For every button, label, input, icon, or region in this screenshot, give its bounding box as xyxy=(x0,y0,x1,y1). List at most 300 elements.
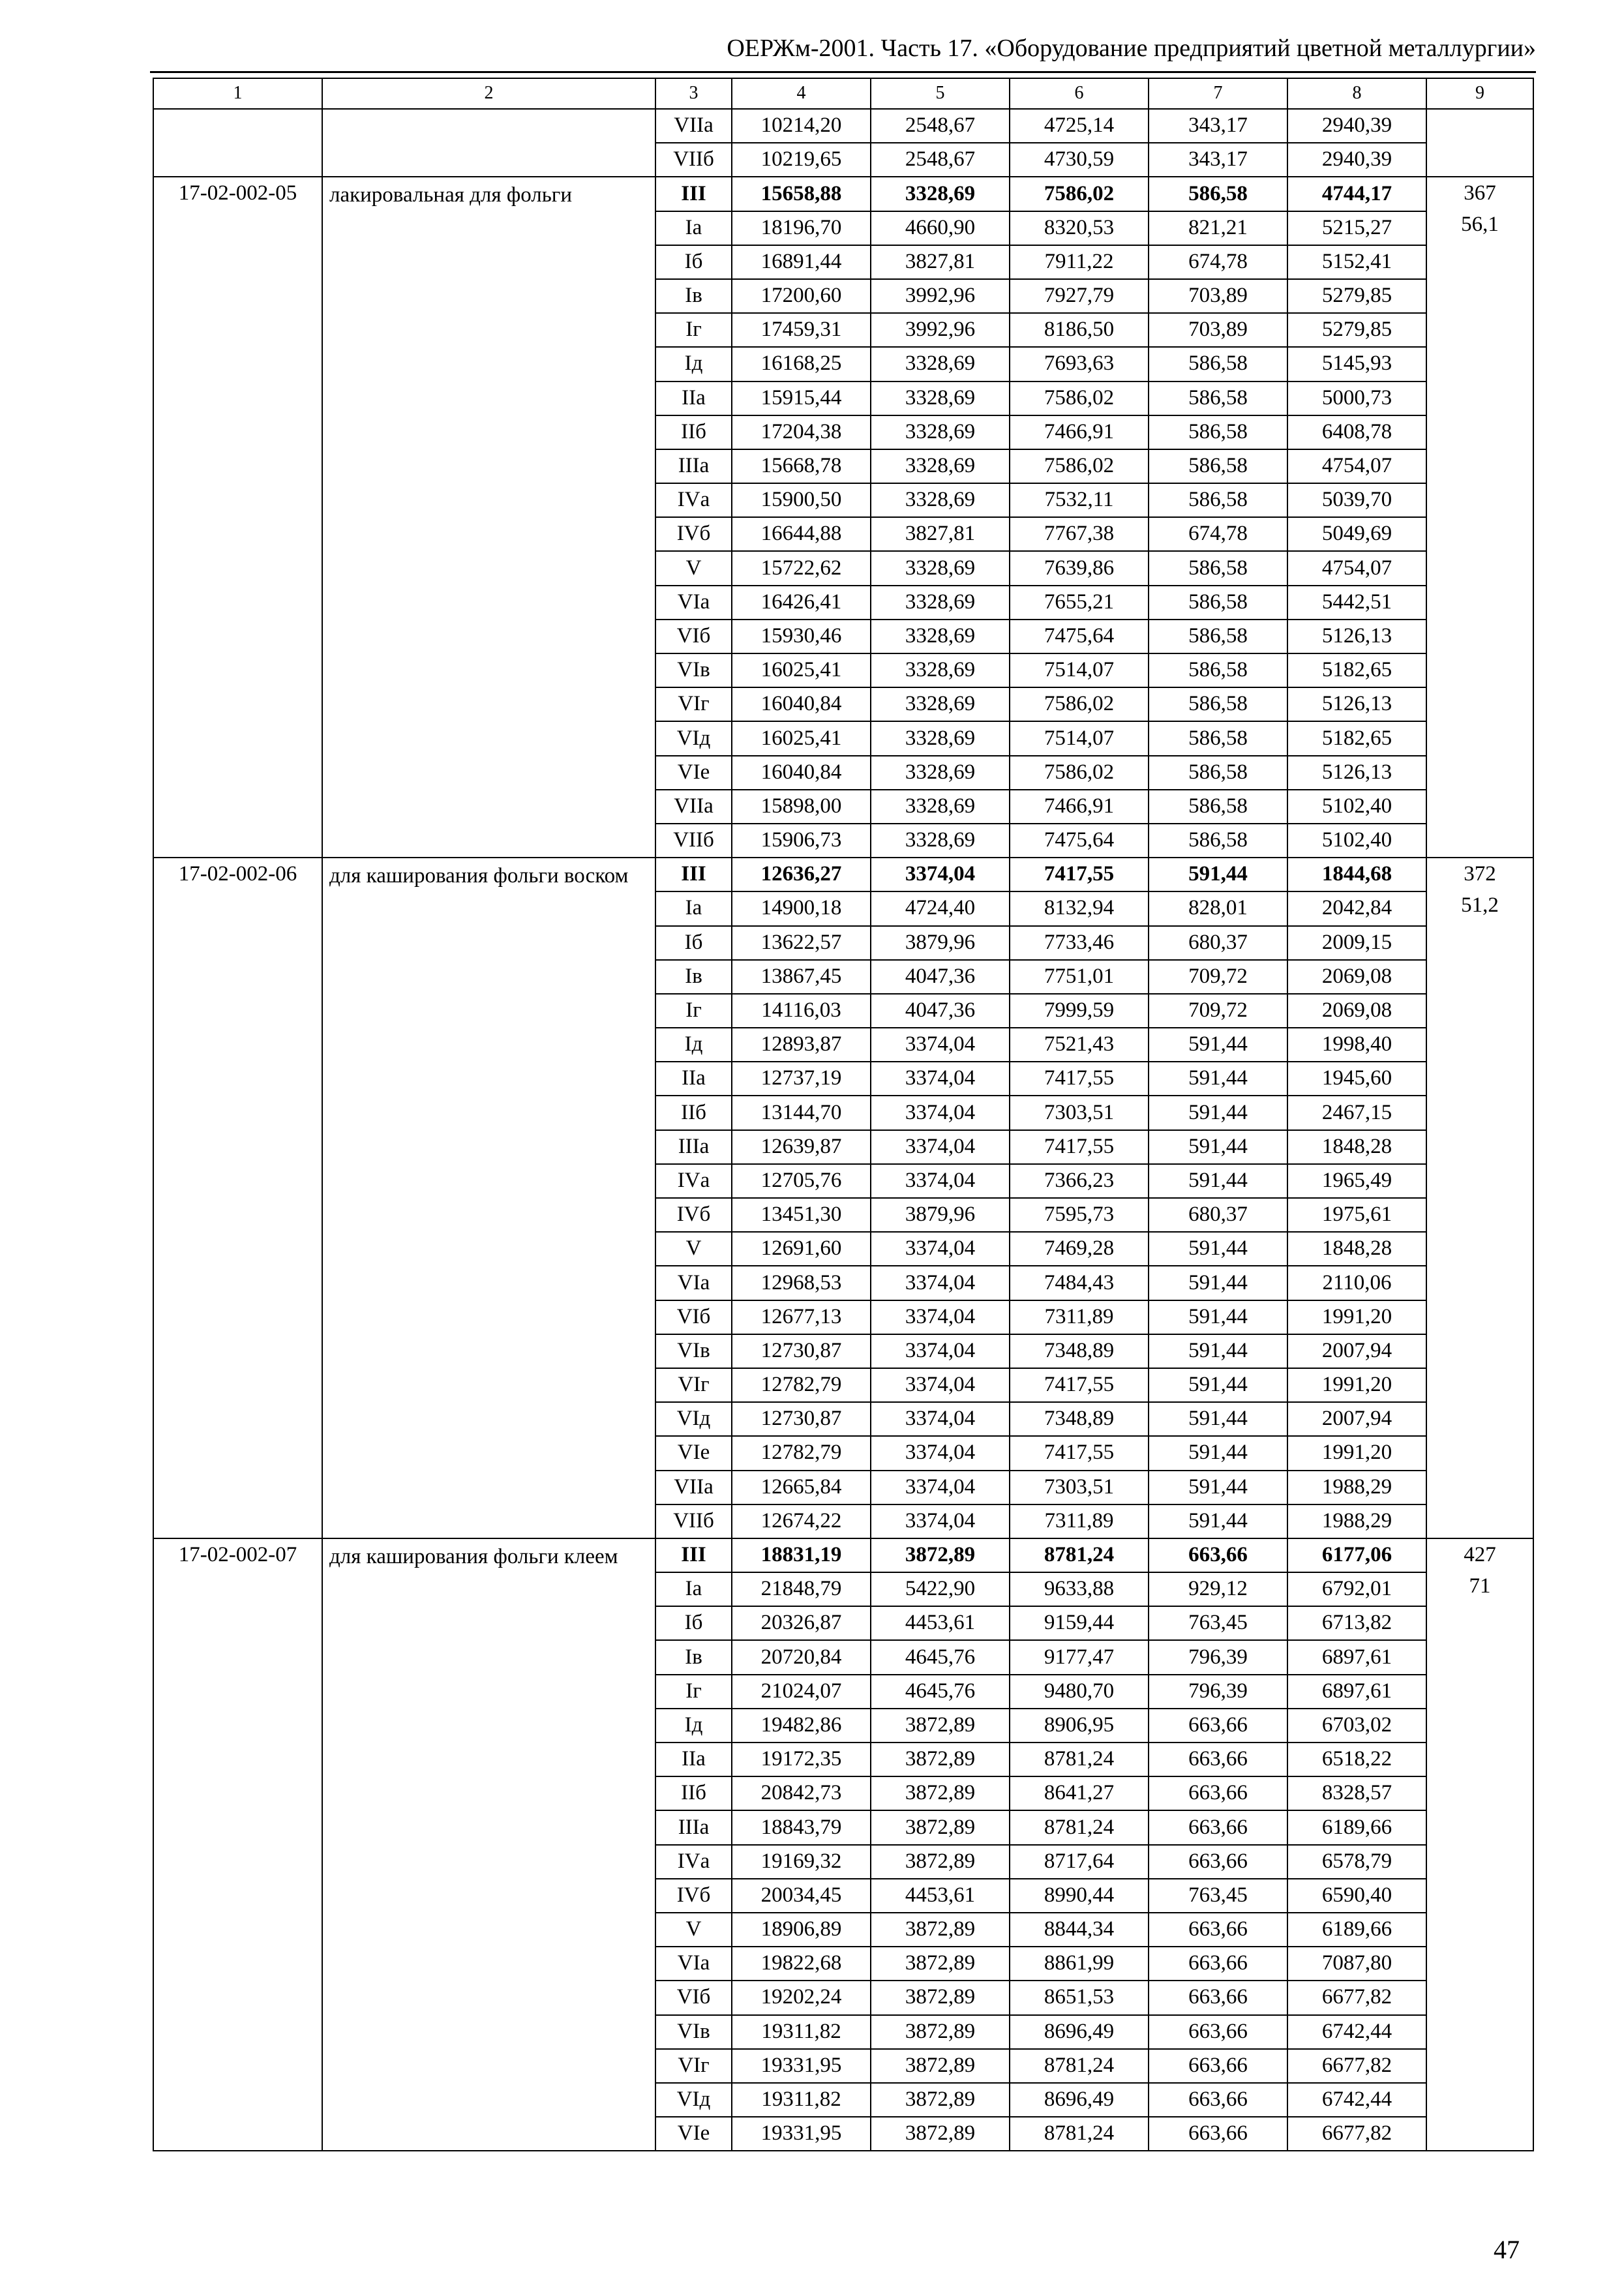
value-cell: 19169,32 xyxy=(732,1845,871,1879)
value-cell: 2467,15 xyxy=(1287,1096,1426,1130)
value-cell: 6897,61 xyxy=(1287,1640,1426,1674)
value-cell: 2069,08 xyxy=(1287,960,1426,994)
value-cell: 3827,81 xyxy=(871,245,1010,279)
value-cell: 4725,14 xyxy=(1010,109,1149,143)
value-cell: 17200,60 xyxy=(732,279,871,313)
value-cell: 674,78 xyxy=(1149,517,1287,551)
labor-cost-subvalue: 56,1 xyxy=(1461,213,1499,237)
value-cell: 19822,68 xyxy=(732,1947,871,1981)
zone-cell: IVб xyxy=(655,517,732,551)
zone-cell: VIа xyxy=(655,586,732,620)
column-number: 4 xyxy=(732,78,871,109)
zone-cell: Iд xyxy=(655,347,732,381)
zone-cell: VIб xyxy=(655,1300,732,1334)
value-cell: 15906,73 xyxy=(732,824,871,858)
value-cell: 2940,39 xyxy=(1287,143,1426,177)
value-cell: 3872,89 xyxy=(871,2083,1010,2117)
value-cell: 3328,69 xyxy=(871,483,1010,517)
value-cell: 703,89 xyxy=(1149,279,1287,313)
value-cell: 3872,89 xyxy=(871,1776,1010,1810)
value-cell: 1988,29 xyxy=(1287,1504,1426,1538)
value-cell: 5182,65 xyxy=(1287,653,1426,687)
table-row xyxy=(153,858,1533,891)
value-cell: 3374,04 xyxy=(871,1266,1010,1300)
value-cell: 591,44 xyxy=(1149,1471,1287,1504)
equipment-name xyxy=(322,109,655,177)
zone-cell: IIа xyxy=(655,1743,732,1776)
labor-cost-value: 427 xyxy=(1464,1542,1496,1566)
value-cell: 9633,88 xyxy=(1010,1572,1149,1606)
value-cell: 6713,82 xyxy=(1287,1606,1426,1640)
value-cell: 5279,85 xyxy=(1287,313,1426,347)
value-cell: 7693,63 xyxy=(1010,347,1149,381)
zone-cell: IIIа xyxy=(655,449,732,483)
value-cell: 4645,76 xyxy=(871,1640,1010,1674)
zone-cell: IIIа xyxy=(655,1130,732,1164)
value-cell: 7532,11 xyxy=(1010,483,1149,517)
value-cell: 3872,89 xyxy=(871,1981,1010,2014)
labor-cost-cell xyxy=(1426,177,1533,858)
zone-cell: Iв xyxy=(655,1640,732,1674)
value-cell: 8696,49 xyxy=(1010,2083,1149,2117)
table-row xyxy=(153,109,1533,143)
value-cell: 8717,64 xyxy=(1010,1845,1149,1879)
value-cell: 586,58 xyxy=(1149,687,1287,721)
value-cell: 13144,70 xyxy=(732,1096,871,1130)
value-cell: 5126,13 xyxy=(1287,756,1426,790)
value-cell: 663,66 xyxy=(1149,1743,1287,1776)
labor-cost-subvalue: 51,2 xyxy=(1461,893,1499,918)
zone-cell: VIг xyxy=(655,2049,732,2083)
value-cell: 3328,69 xyxy=(871,824,1010,858)
value-cell: 586,58 xyxy=(1149,824,1287,858)
value-cell: 13622,57 xyxy=(732,926,871,960)
value-cell: 3374,04 xyxy=(871,1062,1010,1096)
value-cell: 4453,61 xyxy=(871,1879,1010,1913)
value-cell: 663,66 xyxy=(1149,1776,1287,1810)
value-cell: 5215,27 xyxy=(1287,211,1426,245)
zone-cell: VIд xyxy=(655,721,732,755)
zone-cell: VIа xyxy=(655,1266,732,1300)
value-cell: 4047,36 xyxy=(871,960,1010,994)
labor-cost-cell xyxy=(1426,858,1533,1538)
value-cell: 16891,44 xyxy=(732,245,871,279)
value-cell: 7417,55 xyxy=(1010,1436,1149,1470)
value-cell: 343,17 xyxy=(1149,109,1287,143)
value-cell: 8861,99 xyxy=(1010,1947,1149,1981)
value-cell: 12968,53 xyxy=(732,1266,871,1300)
value-cell: 3374,04 xyxy=(871,1028,1010,1062)
value-cell: 1991,20 xyxy=(1287,1300,1426,1334)
value-cell: 663,66 xyxy=(1149,2083,1287,2117)
zone-cell: III xyxy=(655,1538,732,1572)
value-cell: 5000,73 xyxy=(1287,382,1426,415)
value-cell: 663,66 xyxy=(1149,1845,1287,1879)
value-cell: 12730,87 xyxy=(732,1334,871,1368)
column-number: 9 xyxy=(1426,78,1533,109)
value-cell: 3374,04 xyxy=(871,1471,1010,1504)
value-cell: 7417,55 xyxy=(1010,1062,1149,1096)
value-cell: 3872,89 xyxy=(871,1845,1010,1879)
value-cell: 796,39 xyxy=(1149,1640,1287,1674)
value-cell: 12737,19 xyxy=(732,1062,871,1096)
zone-cell: VIв xyxy=(655,2015,732,2049)
value-cell: 591,44 xyxy=(1149,1164,1287,1198)
value-cell: 16168,25 xyxy=(732,347,871,381)
column-number: 6 xyxy=(1010,78,1149,109)
value-cell: 8641,27 xyxy=(1010,1776,1149,1810)
zone-cell: IIб xyxy=(655,1776,732,1810)
value-cell: 1848,28 xyxy=(1287,1130,1426,1164)
value-cell: 591,44 xyxy=(1149,1504,1287,1538)
value-cell: 2110,06 xyxy=(1287,1266,1426,1300)
value-cell: 3374,04 xyxy=(871,1130,1010,1164)
value-cell: 6897,61 xyxy=(1287,1675,1426,1709)
zone-cell: Iб xyxy=(655,926,732,960)
zone-cell: Iа xyxy=(655,1572,732,1606)
value-cell: 7927,79 xyxy=(1010,279,1149,313)
equipment-name: лакировальная для фольги xyxy=(322,177,655,858)
value-cell: 19482,86 xyxy=(732,1709,871,1743)
value-cell: 7514,07 xyxy=(1010,653,1149,687)
zone-cell: IVа xyxy=(655,1845,732,1879)
value-cell: 8651,53 xyxy=(1010,1981,1149,2014)
value-cell: 4744,17 xyxy=(1287,177,1426,211)
value-cell: 6677,82 xyxy=(1287,2049,1426,2083)
value-cell: 2007,94 xyxy=(1287,1334,1426,1368)
value-cell: 3328,69 xyxy=(871,790,1010,824)
column-number: 3 xyxy=(655,78,732,109)
value-cell: 663,66 xyxy=(1149,1709,1287,1743)
value-cell: 4754,07 xyxy=(1287,551,1426,585)
value-cell: 20034,45 xyxy=(732,1879,871,1913)
zone-cell: V xyxy=(655,1232,732,1266)
value-cell: 3879,96 xyxy=(871,1198,1010,1232)
value-cell: 7586,02 xyxy=(1010,382,1149,415)
value-cell: 6742,44 xyxy=(1287,2083,1426,2117)
value-cell: 591,44 xyxy=(1149,1062,1287,1096)
value-cell: 21024,07 xyxy=(732,1675,871,1709)
value-cell: 5182,65 xyxy=(1287,721,1426,755)
value-cell: 5152,41 xyxy=(1287,245,1426,279)
value-cell: 7466,91 xyxy=(1010,415,1149,449)
value-cell: 16025,41 xyxy=(732,721,871,755)
labor-cost-value: 367 xyxy=(1464,181,1496,205)
value-cell: 828,01 xyxy=(1149,891,1287,925)
value-cell: 6703,02 xyxy=(1287,1709,1426,1743)
zone-cell: VIв xyxy=(655,1334,732,1368)
value-cell: 6518,22 xyxy=(1287,1743,1426,1776)
value-cell: 591,44 xyxy=(1149,1368,1287,1402)
value-cell: 3374,04 xyxy=(871,858,1010,891)
value-cell: 586,58 xyxy=(1149,382,1287,415)
value-cell: 19331,95 xyxy=(732,2049,871,2083)
value-cell: 19311,82 xyxy=(732,2083,871,2117)
value-cell: 2940,39 xyxy=(1287,109,1426,143)
value-cell: 7475,64 xyxy=(1010,824,1149,858)
value-cell: 3992,96 xyxy=(871,313,1010,347)
value-cell: 6408,78 xyxy=(1287,415,1426,449)
zone-cell: Iг xyxy=(655,994,732,1028)
value-cell: 7475,64 xyxy=(1010,620,1149,653)
value-cell: 7586,02 xyxy=(1010,756,1149,790)
value-cell: 7484,43 xyxy=(1010,1266,1149,1300)
value-cell: 3827,81 xyxy=(871,517,1010,551)
zone-cell: IIIа xyxy=(655,1810,732,1844)
value-cell: 12639,87 xyxy=(732,1130,871,1164)
value-cell: 15668,78 xyxy=(732,449,871,483)
value-cell: 8328,57 xyxy=(1287,1776,1426,1810)
value-cell: 663,66 xyxy=(1149,1981,1287,2014)
value-cell: 3872,89 xyxy=(871,1947,1010,1981)
value-cell: 6578,79 xyxy=(1287,1845,1426,1879)
value-cell: 591,44 xyxy=(1149,1436,1287,1470)
value-cell: 591,44 xyxy=(1149,858,1287,891)
value-cell: 591,44 xyxy=(1149,1300,1287,1334)
value-cell: 796,39 xyxy=(1149,1675,1287,1709)
value-cell: 2548,67 xyxy=(871,143,1010,177)
value-cell: 3374,04 xyxy=(871,1504,1010,1538)
value-cell: 18843,79 xyxy=(732,1810,871,1844)
value-cell: 16426,41 xyxy=(732,586,871,620)
value-cell: 680,37 xyxy=(1149,926,1287,960)
value-cell: 8906,95 xyxy=(1010,1709,1149,1743)
value-cell: 18196,70 xyxy=(732,211,871,245)
value-cell: 6677,82 xyxy=(1287,2117,1426,2151)
value-cell: 16025,41 xyxy=(732,653,871,687)
value-cell: 1945,60 xyxy=(1287,1062,1426,1096)
value-cell: 591,44 xyxy=(1149,1028,1287,1062)
value-cell: 3374,04 xyxy=(871,1402,1010,1436)
equipment-name: для каширования фольги клеем xyxy=(322,1538,655,2151)
column-number-row xyxy=(153,78,1533,109)
value-cell: 7514,07 xyxy=(1010,721,1149,755)
rates-table xyxy=(153,78,1534,2151)
value-cell: 3328,69 xyxy=(871,586,1010,620)
value-cell: 15900,50 xyxy=(732,483,871,517)
zone-cell: VIе xyxy=(655,2117,732,2151)
table-row xyxy=(153,177,1533,211)
value-cell: 1975,61 xyxy=(1287,1198,1426,1232)
value-cell: 591,44 xyxy=(1149,1096,1287,1130)
zone-cell: VIб xyxy=(655,1981,732,2014)
value-cell: 763,45 xyxy=(1149,1606,1287,1640)
value-cell: 5126,13 xyxy=(1287,620,1426,653)
value-cell: 5039,70 xyxy=(1287,483,1426,517)
value-cell: 12782,79 xyxy=(732,1436,871,1470)
value-cell: 20842,73 xyxy=(732,1776,871,1810)
value-cell: 4724,40 xyxy=(871,891,1010,925)
value-cell: 1991,20 xyxy=(1287,1436,1426,1470)
value-cell: 6590,40 xyxy=(1287,1879,1426,1913)
value-cell: 586,58 xyxy=(1149,721,1287,755)
value-cell: 3328,69 xyxy=(871,551,1010,585)
column-number: 8 xyxy=(1287,78,1426,109)
zone-cell: Iа xyxy=(655,891,732,925)
value-cell: 3328,69 xyxy=(871,653,1010,687)
value-cell: 591,44 xyxy=(1149,1130,1287,1164)
value-cell: 663,66 xyxy=(1149,2015,1287,2049)
value-cell: 3328,69 xyxy=(871,449,1010,483)
value-cell: 3872,89 xyxy=(871,1810,1010,1844)
zone-cell: Iв xyxy=(655,279,732,313)
zone-cell: VIг xyxy=(655,687,732,721)
zone-cell: VIIа xyxy=(655,109,732,143)
value-cell: 2009,15 xyxy=(1287,926,1426,960)
value-cell: 4645,76 xyxy=(871,1675,1010,1709)
rate-code: 17-02-002-05 xyxy=(153,177,322,858)
value-cell: 3872,89 xyxy=(871,1538,1010,1572)
value-cell: 5279,85 xyxy=(1287,279,1426,313)
table-row xyxy=(153,1538,1533,1572)
value-cell: 7303,51 xyxy=(1010,1096,1149,1130)
zone-cell: IVб xyxy=(655,1198,732,1232)
zone-cell: Iд xyxy=(655,1709,732,1743)
value-cell: 663,66 xyxy=(1149,1947,1287,1981)
value-cell: 16644,88 xyxy=(732,517,871,551)
zone-cell: IIа xyxy=(655,382,732,415)
value-cell: 4730,59 xyxy=(1010,143,1149,177)
value-cell: 7733,46 xyxy=(1010,926,1149,960)
value-cell: 5102,40 xyxy=(1287,790,1426,824)
value-cell: 7639,86 xyxy=(1010,551,1149,585)
value-cell: 15658,88 xyxy=(732,177,871,211)
value-cell: 15915,44 xyxy=(732,382,871,415)
rate-code xyxy=(153,109,322,177)
value-cell: 19172,35 xyxy=(732,1743,871,1776)
value-cell: 343,17 xyxy=(1149,143,1287,177)
value-cell: 6189,66 xyxy=(1287,1913,1426,1947)
value-cell: 4754,07 xyxy=(1287,449,1426,483)
value-cell: 663,66 xyxy=(1149,1538,1287,1572)
value-cell: 763,45 xyxy=(1149,1879,1287,1913)
value-cell: 8781,24 xyxy=(1010,2117,1149,2151)
value-cell: 663,66 xyxy=(1149,2049,1287,2083)
zone-cell: VIд xyxy=(655,2083,732,2117)
value-cell: 14900,18 xyxy=(732,891,871,925)
zone-cell: VIIб xyxy=(655,1504,732,1538)
value-cell: 18831,19 xyxy=(732,1538,871,1572)
value-cell: 3872,89 xyxy=(871,1913,1010,1947)
zone-cell: V xyxy=(655,1913,732,1947)
value-cell: 586,58 xyxy=(1149,653,1287,687)
value-cell: 6177,06 xyxy=(1287,1538,1426,1572)
value-cell: 709,72 xyxy=(1149,960,1287,994)
value-cell: 591,44 xyxy=(1149,1334,1287,1368)
zone-cell: VIIа xyxy=(655,790,732,824)
value-cell: 3374,04 xyxy=(871,1164,1010,1198)
value-cell: 709,72 xyxy=(1149,994,1287,1028)
value-cell: 586,58 xyxy=(1149,620,1287,653)
value-cell: 3992,96 xyxy=(871,279,1010,313)
value-cell: 586,58 xyxy=(1149,551,1287,585)
value-cell: 3328,69 xyxy=(871,177,1010,211)
value-cell: 10214,20 xyxy=(732,109,871,143)
value-cell: 8696,49 xyxy=(1010,2015,1149,2049)
labor-cost-cell xyxy=(1426,1538,1533,2151)
value-cell: 12677,13 xyxy=(732,1300,871,1334)
value-cell: 4453,61 xyxy=(871,1606,1010,1640)
value-cell: 3374,04 xyxy=(871,1232,1010,1266)
value-cell: 8781,24 xyxy=(1010,1810,1149,1844)
value-cell: 6677,82 xyxy=(1287,1981,1426,2014)
rates-table-body xyxy=(153,78,1533,2151)
value-cell: 8990,44 xyxy=(1010,1879,1149,1913)
value-cell: 8320,53 xyxy=(1010,211,1149,245)
zone-cell: Iг xyxy=(655,313,732,347)
value-cell: 591,44 xyxy=(1149,1402,1287,1436)
value-cell: 663,66 xyxy=(1149,2117,1287,2151)
value-cell: 7595,73 xyxy=(1010,1198,1149,1232)
column-number: 2 xyxy=(322,78,655,109)
value-cell: 680,37 xyxy=(1149,1198,1287,1232)
value-cell: 663,66 xyxy=(1149,1810,1287,1844)
value-cell: 12705,76 xyxy=(732,1164,871,1198)
value-cell: 13867,45 xyxy=(732,960,871,994)
value-cell: 8844,34 xyxy=(1010,1913,1149,1947)
value-cell: 3374,04 xyxy=(871,1300,1010,1334)
value-cell: 8781,24 xyxy=(1010,2049,1149,2083)
value-cell: 5422,90 xyxy=(871,1572,1010,1606)
zone-cell: Iг xyxy=(655,1675,732,1709)
column-number: 7 xyxy=(1149,78,1287,109)
value-cell: 16040,84 xyxy=(732,756,871,790)
value-cell: 7311,89 xyxy=(1010,1300,1149,1334)
value-cell: 21848,79 xyxy=(732,1572,871,1606)
value-cell: 3872,89 xyxy=(871,1743,1010,1776)
value-cell: 3872,89 xyxy=(871,2049,1010,2083)
value-cell: 663,66 xyxy=(1149,1913,1287,1947)
value-cell: 7655,21 xyxy=(1010,586,1149,620)
value-cell: 7911,22 xyxy=(1010,245,1149,279)
value-cell: 17459,31 xyxy=(732,313,871,347)
value-cell: 8781,24 xyxy=(1010,1538,1149,1572)
value-cell: 12674,22 xyxy=(732,1504,871,1538)
value-cell: 15722,62 xyxy=(732,551,871,585)
value-cell: 3374,04 xyxy=(871,1096,1010,1130)
value-cell: 586,58 xyxy=(1149,449,1287,483)
value-cell: 19311,82 xyxy=(732,2015,871,2049)
value-cell: 7311,89 xyxy=(1010,1504,1149,1538)
column-number: 5 xyxy=(871,78,1010,109)
zone-cell: IVа xyxy=(655,483,732,517)
zone-cell: VIд xyxy=(655,1402,732,1436)
zone-cell: VIIа xyxy=(655,1471,732,1504)
value-cell: 3374,04 xyxy=(871,1334,1010,1368)
value-cell: 12691,60 xyxy=(732,1232,871,1266)
value-cell: 1844,68 xyxy=(1287,858,1426,891)
value-cell: 8781,24 xyxy=(1010,1743,1149,1776)
value-cell: 7586,02 xyxy=(1010,177,1149,211)
value-cell: 5145,93 xyxy=(1287,347,1426,381)
zone-cell: VIг xyxy=(655,1368,732,1402)
value-cell: 7521,43 xyxy=(1010,1028,1149,1062)
value-cell: 2069,08 xyxy=(1287,994,1426,1028)
value-cell: 1988,29 xyxy=(1287,1471,1426,1504)
value-cell: 15930,46 xyxy=(732,620,871,653)
value-cell: 7417,55 xyxy=(1010,858,1149,891)
value-cell: 4047,36 xyxy=(871,994,1010,1028)
value-cell: 16040,84 xyxy=(732,687,871,721)
rate-code: 17-02-002-07 xyxy=(153,1538,322,2151)
value-cell: 3872,89 xyxy=(871,1709,1010,1743)
zone-cell: IIб xyxy=(655,1096,732,1130)
value-cell: 586,58 xyxy=(1149,347,1287,381)
zone-cell: V xyxy=(655,551,732,585)
running-title: ОЕРЖм-2001. Часть 17. «Оборудование предприятий цветной металлургии» xyxy=(727,35,1536,62)
value-cell: 3328,69 xyxy=(871,415,1010,449)
value-cell: 3328,69 xyxy=(871,382,1010,415)
